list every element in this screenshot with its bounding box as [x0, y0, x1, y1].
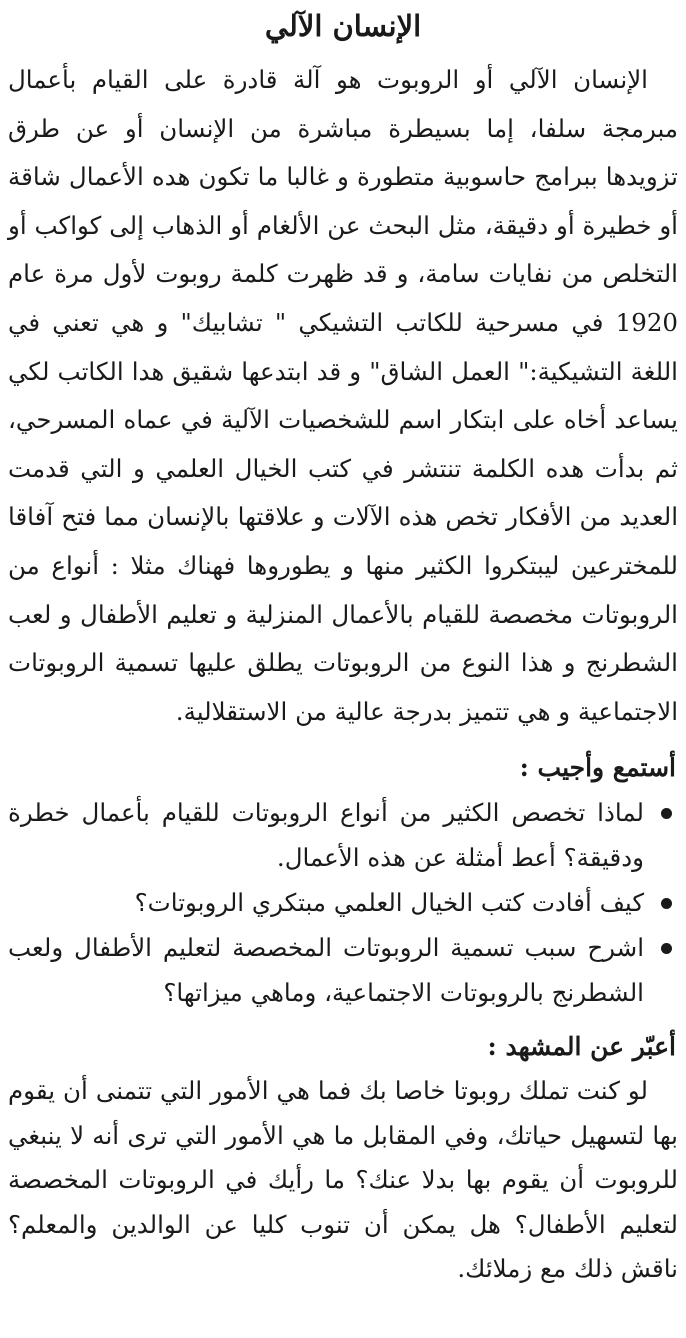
- question-item-3: [8, 925, 678, 1015]
- listen-section-heading: أستمع وأجيب :: [519, 753, 676, 783]
- questions-list: [8, 790, 678, 1015]
- express-section-heading: أعبّر عن المشهد :: [487, 1032, 676, 1062]
- bullet-dot-icon: [661, 808, 672, 819]
- question-text: كيف أفادت كتب الخيال العلمي مبتكري الروبوتات؟: [134, 888, 644, 918]
- page-title: الإنسان الآلي: [264, 9, 422, 43]
- question-text: اشرح سبب تسمية الروبوتات المخصصة لتعليم الأطفال ولعب الشطرنج بالروبوتات الاجتماعية، وماهي ميزاتها؟: [8, 933, 644, 1008]
- bullet-dot-icon: [661, 943, 672, 954]
- question-text: لماذا تخصص الكثير من أنواع الروبوتات للقيام بأعمال خطرة ودقيقة؟ أعط أمثلة عن هذه الأعمال.: [8, 798, 644, 873]
- express-paragraph: لو كنت تملك روبوتا خاصا بك فما هي الأمور التي تتمنى أن يقوم بها لتسهيل حياتك، وفي المقابل ما هي الأمور التي ترى أنه لا ينبغي للروبوت أن يقوم بها بدلا عنك؟ ما رأيك في الروبوتات المخصصة لتعليم الأطفال؟ هل يمكن أن تنوب كليا عن الوالدين والمعلم؟ ناقش ذلك مع زملائك.: [8, 1076, 678, 1284]
- question-item-2: [8, 880, 678, 925]
- question-item-1: [8, 790, 678, 880]
- main-paragraph: الإنسان الآلي أو الروبوت هو آلة قادرة على القيام بأعمال مبرمجة سلفا، إما بسيطرة مباشرة من الإنسان أو عن طرق تزويدها ببرامج حاسوبية متطورة و غالبا ما تكون هده الأعمال شاقة أو خطيرة أو دقيقة، مثل البحث عن الألغام أو الذهاب إلى كواكب أو التخلص من نفايات سامة، و قد ظهرت كلمة روبوت لأول مرة عام 1920 في مسرحية للكاتب التشيكي " تشابيك" و هي تعني في اللغة التشيكية:" العمل الشاق" و قد ابتدعها شقيق هدا الكاتب لكي يساعد أخاه على ابتكار اسم للشخصيات الآلية في عماه المسرحي، ثم بدأت هده الكلمة تنتشر في كتب الخيال العلمي و التي قدمت العديد من الأفكار تخص هذه الآلات و علاقتها بالإنسان مما فتح آفاقا للمخترعين ليبتكروا الكثير منها و يطوروها فهناك مثلا : أنواع من الروبوتات مخصصة للقيام بالأعمال المنزلية و تعليم الأطفال و لعب الشطرنج و هذا النوع من الروبوتات يطلق عليها تسمية الروبوتات الاجتماعية و هي تتميز بدرجة عالية من الاستقلالية.: [8, 65, 678, 726]
- bullet-dot-icon: [661, 898, 672, 909]
